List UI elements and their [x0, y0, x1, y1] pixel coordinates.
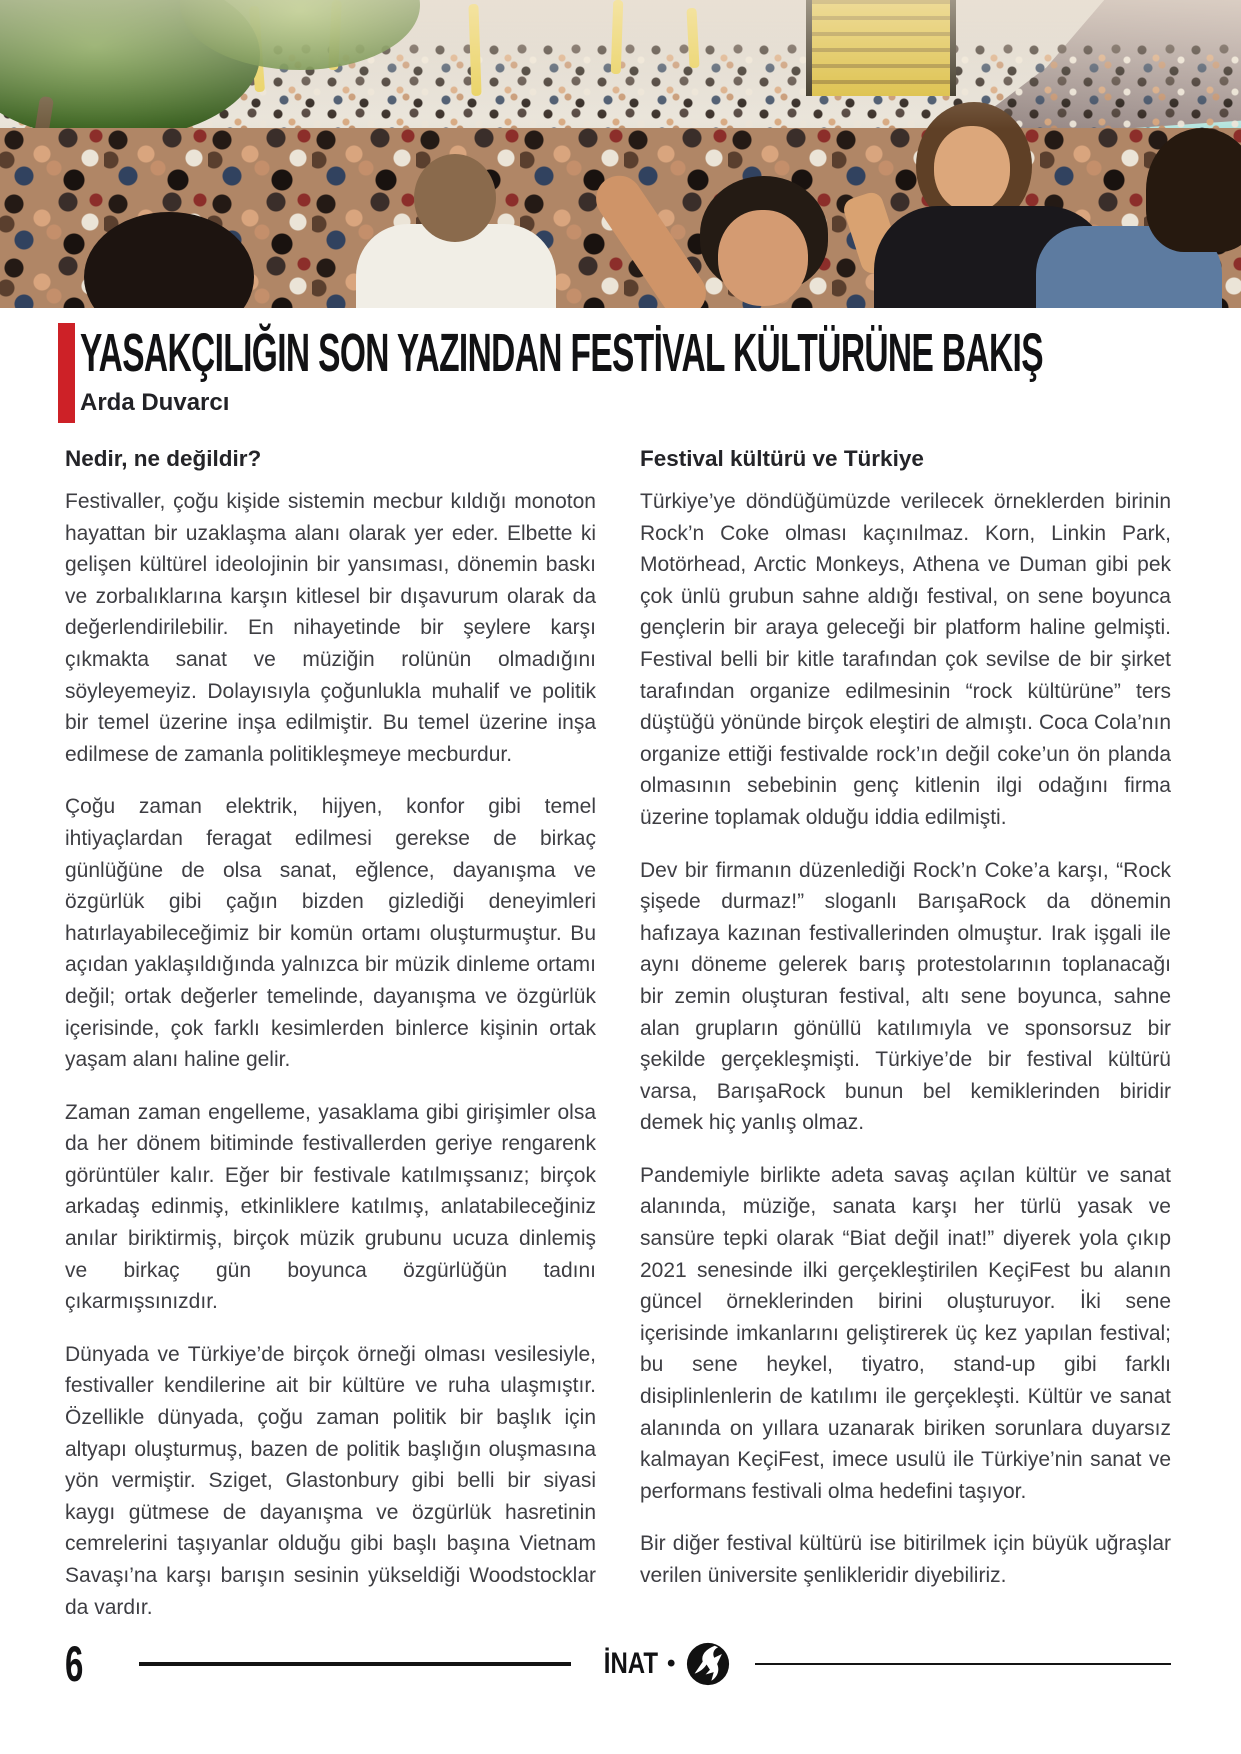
haze-overlay [0, 0, 1241, 308]
hero-photo [0, 0, 1241, 308]
page-footer [65, 1628, 1171, 1700]
goat-logo-icon [685, 1641, 731, 1687]
page-number: 6 [65, 1636, 84, 1692]
footer-rule-left [139, 1662, 571, 1666]
left-column [65, 446, 596, 1638]
paragraph: Festivaller, çoğu kişide sistemin mecbur kıldığı monoton hayattan bir uzaklaşma alanı olarak yer eder. Elbette ki gelişen kültürel ideolojinin bir yansıması, dönemin baskı ve zorbalıklarına karşın kitlesel bir dışavurum olarak da değerlendirilebilir. En nihayetinde bir şeylere karşı çıkmakta sanat ve müziğin rolünün olmadığını söyleyemeyiz. Dolayısıyla çoğunlukla muhalif ve politik bir temel üzerine inşa edilmiştir. Bu temel üzerine inşa edilmese de zamanla politikleşmeye mecburdur. [65, 490, 596, 766]
paragraph: Türkiye’ye döndüğümüzde verilecek örneklerden birinin Rock’n Coke olması kaçınılmaz. Korn, Linkin Park, Motörhead, Arctic Monkeys, Athena ve Duman gibi pek çok ünlü grubun sahne aldığı festival, on sene boyunca gençlerin bir araya geleceği bir platform haline gelmişti. Festival belli bir kitle tarafından çok sevilse de bir şirket tarafından organize edilmesinin “rock kültürüne” ters düştüğü yönünde birçok eleştiri de almıştı. Coca Cola’nın organize ettiği festivalde rock’ın değil coke’un ön planda olmasının sebebinin genç kitlenin ilgi odağını firma üzerine toplamak olduğu iddia edilmişti. [640, 490, 1171, 829]
article-body [65, 446, 1171, 1638]
footer-bullet: • [666, 1650, 676, 1677]
footer-rule-right [755, 1663, 1171, 1665]
accent-bar [58, 323, 75, 423]
paragraph: Bir diğer festival kültürü ise bitirilmek için büyük uğraşlar verilen üniversite şenlikleridir diyebiliriz. [640, 1532, 1171, 1587]
page-title: YASAKÇILIĞIN SON YAZINDAN FESTİVAL KÜLTÜRÜNE BAKIŞ [80, 323, 1043, 383]
paragraph: Dev bir firmanın düzenlediği Rock’n Coke’a karşı, “Rock şişede durmaz!” sloganlı BarışaRock da dönemin hafızaya kazınan festivallerinden olmuştur. Irak işgali ile aynı döneme gelerek barış protestolarının toplanacağı bir zemin oluşturan festival, altı sene boyunca, sahne alan grupların gönüllü katılımıyla ve sponsorsuz bir şekilde gerçekleşmişti. Türkiye’de bir festival kültürü varsa, BarışaRock bunun bel kemiklerinden biridir demek hiç yanlış olmaz. [640, 858, 1171, 1135]
right-column-heading: Festival kültürü ve Türkiye [640, 446, 924, 471]
author-byline: Arda Duvarcı [80, 389, 230, 416]
paragraph: Zaman zaman engelleme, yasaklama gibi girişimler olsa da her dönem bitiminde festivallerden geriye rengarenk görüntüler kalır. Eğer bir festivale katılmışsanız; birçok arkadaş edinmiş, etkinliklere katılmış, anlatabileceğiniz anılar biriktirmiş, birçok müzik grubunu ucuza dinlemiş ve birkaç gün boyunca özgürlüğün tadını çıkarmışsınızdır. [65, 1100, 596, 1314]
paragraph: Çoğu zaman elektrik, hijyen, konfor gibi temel ihtiyaçlardan feragat edilmesi gerekse de birkaç günlüğüne de olsa sanat, eğlence, dayanışma ve özgürlük gibi çağın bizden gizlediği deneyimleri hatırlayabileceğimiz bir komün ortamı oluşturmuştur. Bu açıdan yaklaşıldığında yalnızca bir müzik dinleme ortamı değil; ortak değerler temelinde, dayanışma ve özgürlük içerisinde, çok farklı kesimlerden binlerce kişinin ortak yaşam alanı haline gelir. [65, 795, 596, 1072]
paragraph: Dünyada ve Türkiye’de birçok örneği olması vesilesiyle, festivaller kendilerine ait bir kültüre ve ruha ulaşmıştır. Özellikle dünyada, çoğu zaman politik bir başlık için altyapı oluşturmuş, bazen de politik başlığın oluşmasına yön vermiştir. Sziget, Glastonbury gibi belli bir siyasi kaygı gütmese de dayanışma ve özgürlük hasretinin cemrelerini taşıyanlar olduğu gibi başlı başına Vietnam Savaşı’na karşı barışın sesinin yükseldiği Woodstocklar da vardır. [65, 1342, 596, 1619]
left-column-heading: Nedir, ne değildir? [65, 446, 262, 471]
article-header [58, 318, 1171, 426]
paragraph: Pandemiyle birlikte adeta savaş açılan kültür ve sanat alanında, müziğe, sanata karşı her türlü yasak ve sansüre tepki olarak “Biat değil inat!” diyerek yola çıkıp 2021 senesinde ilki gerçekleştirilen KeçiFest bu alanın güncel örneklerinden birini oluşturuyor. İki sene içerisinde imkanlarını geliştirerek üç kez yapılan festival; bu sene heykel, tiyatro, stand-up gibi farklı disiplinlenlerin de katılımı ile gerçekleşti. Kültür ve sanat alanında on yıllara uzanarak biriken sorunlara duyarsız kalmayan KeçiFest, imece usulü ile Türkiye’nin sanat ve performans festivali olma hedefini taşıyor. [640, 1163, 1171, 1503]
right-column [640, 446, 1171, 1638]
magazine-brand: İNAT [603, 1647, 659, 1680]
